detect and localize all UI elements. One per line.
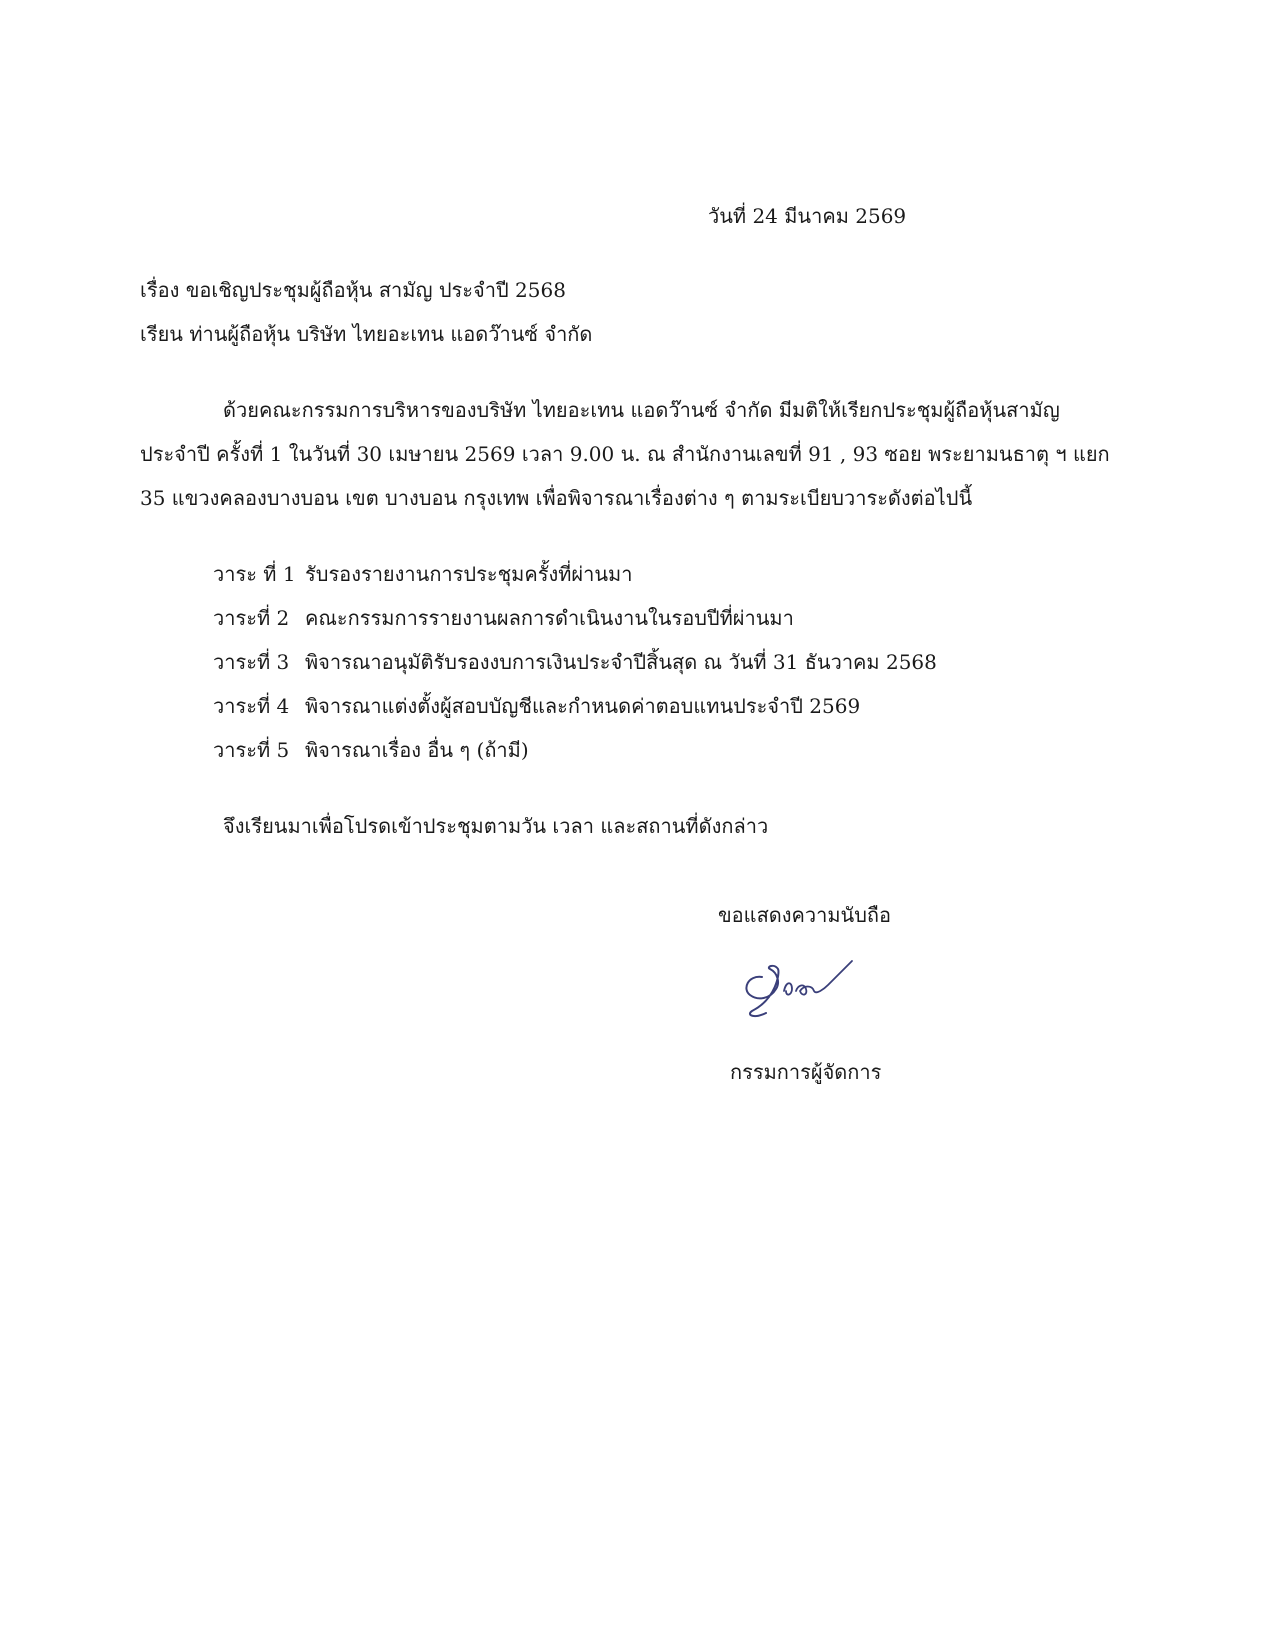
letter-salutation: เรียน ท่านผู้ถือหุ้น บริษัท ไทยอะเทน แอดว๊านซ์ จำกัด xyxy=(140,322,593,346)
agenda-item xyxy=(213,736,529,764)
handwritten-signature xyxy=(740,955,860,1025)
agenda-item-text: คณะกรรมการรายงานผลการดำเนินงานในรอบปีที่ผ่านมา xyxy=(305,606,794,630)
agenda-item xyxy=(213,648,937,676)
signer-title: กรรมการผู้จัดการ xyxy=(730,1060,882,1084)
agenda-item xyxy=(213,560,632,588)
letter-date: วันที่ 24 มีนาคม 2569 xyxy=(708,204,907,228)
agenda-item xyxy=(213,604,794,632)
agenda-item xyxy=(213,692,860,720)
agenda-item-text: พิจารณาอนุมัติรับรองงบการเงินประจำปีสิ้นสุด ณ วันที่ 31 ธันวาคม 2568 xyxy=(305,650,937,674)
body-paragraph-line: ด้วยคณะกรรมการบริหารของบริษัท ไทยอะเทน แอดว๊านซ์ จำกัด มีมติให้เรียกประชุมผู้ถือหุ้นสามัญ xyxy=(223,398,1060,422)
agenda-item-label: วาระ ที่ 1 xyxy=(213,562,296,586)
body-paragraph-line: 35 แขวงคลองบางบอน เขต บางบอน กรุงเทพ เพื่อพิจารณาเรื่องต่าง ๆ ตามระเบียบวาระดังต่อไปนี้ xyxy=(140,486,973,510)
agenda-item-text: รับรองรายงานการประชุมครั้งที่ผ่านมา xyxy=(305,562,633,586)
agenda-item-label: วาระที่ 3 xyxy=(213,650,290,674)
agenda-item-label: วาระที่ 2 xyxy=(213,606,290,630)
agenda-item-text: พิจารณาเรื่อง อื่น ๆ (ถ้ามี) xyxy=(305,738,529,762)
letter-subject: เรื่อง ขอเชิญประชุมผู้ถือหุ้น สามัญ ประจำปี 2568 xyxy=(140,278,566,302)
closing-sentence: จึงเรียนมาเพื่อโปรดเข้าประชุมตามวัน เวลา และสถานที่ดังกล่าว xyxy=(223,814,769,838)
agenda-item-label: วาระที่ 4 xyxy=(213,694,290,718)
agenda-item-text: พิจารณาแต่งตั้งผู้สอบบัญชีและกำหนดค่าตอบแทนประจำปี 2569 xyxy=(305,694,861,718)
agenda-item-label: วาระที่ 5 xyxy=(213,738,290,762)
regards-text: ขอแสดงความนับถือ xyxy=(718,903,892,927)
body-paragraph-line: ประจำปี ครั้งที่ 1 ในวันที่ 30 เมษายน 2569 เวลา 9.00 น. ณ สำนักงานเลขที่ 91 , 93 ซอย พระยามนธาตุ ฯ แยก xyxy=(140,442,1110,466)
